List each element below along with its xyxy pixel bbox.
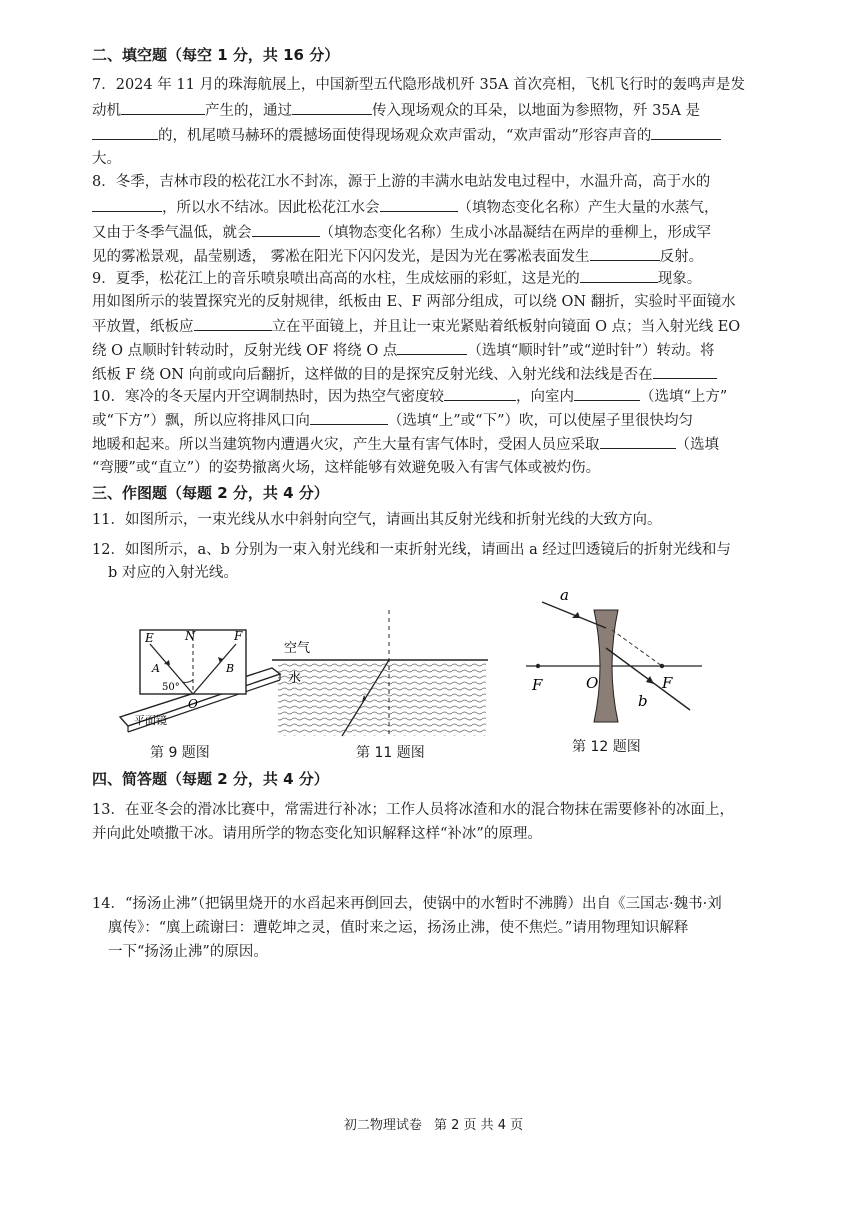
q7-line3	[92, 125, 782, 146]
exam-name: 初二物理试卷	[343, 1118, 422, 1133]
q10-line4: “弯腰”或“直立”）的姿势撤离火场，这样能够有效避免吸入有害气体或被灼伤。	[92, 460, 601, 476]
q11-text: 11．如图所示，一束光线从水中斜射向空气，请画出其反射光线和折射光线的大致方向。	[92, 512, 662, 528]
answer-blank[interactable]	[92, 125, 158, 140]
q10-text: （选填“上方”	[639, 389, 728, 405]
q7-line4: 大。	[92, 151, 121, 167]
figure-12-concave-lens	[522, 588, 732, 732]
q14-line2: 廙传》：“廙上疏谢曰：遭乾坤之灵，值时来之运，扬汤止沸，使不焦烂。”请用物理知识解释	[108, 920, 689, 936]
figure-11-air-water	[272, 608, 490, 740]
q9-text: 平放置，纸板应	[92, 319, 194, 335]
page-number: 第 2 页 共 4 页	[433, 1118, 524, 1133]
answer-blank[interactable]	[380, 197, 458, 212]
label-N: N	[185, 629, 196, 643]
q9-text: 纸板 F 绕 ON 向前或向后翻折，这样做的目的是探究反射光线、入射光线和法线是否在	[92, 367, 653, 383]
q10-text: （选填“上”或“下”）吹，可以使屋子里很快均匀	[387, 413, 693, 429]
q8-line1: 8．冬季，吉林市段的松花江水不封冻，源于上游的丰满水电站发电过程中，水温升高，高于水的	[92, 174, 711, 190]
answer-blank[interactable]	[574, 386, 640, 401]
q8-text: 又由于冬季气温低，就会	[92, 225, 252, 241]
q7-line2	[92, 100, 782, 121]
answer-blank[interactable]	[651, 125, 721, 140]
answer-blank[interactable]	[397, 340, 467, 355]
water-label: 水	[288, 671, 302, 686]
q9-line3	[92, 316, 782, 337]
answer-blank[interactable]	[194, 316, 272, 331]
q12-line2: b 对应的入射光线。	[108, 565, 238, 581]
q7-text: 动机	[92, 103, 121, 119]
q10-text: 10．寒冷的冬天屋内开空调制热时，因为热空气密度较	[92, 389, 444, 405]
mirror-label: 平面镜	[134, 714, 167, 727]
page-footer	[0, 1114, 867, 1133]
figure-9-caption: 第 9 题图	[150, 745, 210, 761]
label-O: O	[586, 674, 599, 692]
q9-text: 立在平面镜上，并且让一束光紧贴着纸板射向镜面 O 点；当入射光线 EO	[271, 319, 741, 335]
figure-12-caption: 第 12 题图	[572, 739, 641, 755]
figure-9-reflection-apparatus	[112, 622, 282, 740]
q8-line2	[92, 197, 782, 218]
q8-text: 见的雾凇景观，晶莹剔透， 雾凇在阳光下闪闪发光，是因为光在雾凇表面发生	[92, 249, 590, 265]
q8-text: 反射。	[659, 249, 704, 265]
answer-blank[interactable]	[444, 386, 516, 401]
q10-text: （选填	[675, 437, 719, 453]
answer-blank[interactable]	[310, 410, 388, 425]
q10-text: 地暖和起来。所以当建筑物内遭遇火灾，产生大量有害气体时，受困人员应采取	[92, 437, 600, 453]
q7-line1: 7．2024 年 11 月的珠海航展上，中国新型五代隐形战机歼 35A 首次亮相，飞机飞行时的轰鸣声是发	[92, 77, 746, 93]
q8-line4	[92, 246, 782, 267]
q8-text: （填物态变化名称）生成小冰晶凝结在两岸的垂柳上，形成罕	[319, 225, 711, 241]
figure-11-caption: 第 11 题图	[356, 745, 425, 761]
section-fill-blank-heading: 二、填空题（每空 1 分，共 16 分）	[92, 46, 340, 64]
q10-text: 或“下方”）飘，所以应将排风口向	[92, 413, 310, 429]
q9-text: 绕 O 点顺时针转动时，反射光线 OF 将绕 O 点	[92, 343, 398, 359]
q9-line4	[92, 340, 782, 361]
answer-blank[interactable]	[92, 197, 162, 212]
label-a: a	[560, 588, 569, 604]
section-short-answer-heading: 四、简答题（每题 2 分，共 4 分）	[92, 770, 329, 788]
q7-text: 产生的，通过	[205, 103, 292, 119]
q9-text: 9．夏季，松花江上的音乐喷泉喷出高高的水柱，生成炫丽的彩虹，这是光的	[92, 271, 580, 287]
q9-text: 现象。	[657, 271, 702, 287]
label-A: A	[152, 662, 160, 675]
q7-text: 传入现场观众的耳朵，以地面为参照物，歼 35A 是	[372, 103, 701, 119]
answer-blank[interactable]	[252, 222, 320, 237]
section-drawing-heading: 三、作图题（每题 2 分，共 4 分）	[92, 484, 329, 502]
label-F: F	[234, 629, 243, 643]
answer-blank[interactable]	[600, 434, 676, 449]
q7-text: 的，机尾喷马赫环的震撼场面使得现场观众欢声雷动，“欢声雷动”形容声音的	[158, 128, 652, 144]
q9-line1	[92, 268, 782, 289]
angle-label: 50°	[162, 682, 180, 693]
q14-line1: 14．“扬汤止沸”（把锅里烧开的水舀起来再倒回去，使锅中的水暂时不沸腾）出自《三国志·魏书·刘	[92, 896, 722, 912]
q8-text: ，所以水不结冰。因此松花江水会	[162, 200, 380, 216]
answer-blank[interactable]	[292, 100, 372, 115]
q13-line2: 并向此处喷撒干冰。请用所学的物态变化知识解释这样“补冰”的原理。	[92, 826, 542, 842]
q8-text: （填物态变化名称）产生大量的水蒸气，	[457, 200, 719, 216]
air-label: 空气	[284, 641, 311, 656]
q10-line1	[92, 386, 782, 407]
q9-line5	[92, 364, 782, 385]
label-O: O	[188, 697, 198, 711]
q14-line3: 一下“扬汤止沸”的原因。	[108, 944, 268, 960]
q12-line1: 12．如图所示，a、b 分别为一束入射光线和一束折射光线，请画出 a 经过凹透镜后的折射光线和与	[92, 542, 731, 558]
q10-text: ，向室内	[515, 389, 574, 405]
q9-line2: 用如图所示的装置探究光的反射规律，纸板由 E、F 两部分组成，可以绕 ON 翻折，实验时平面镜水	[92, 294, 736, 310]
answer-blank[interactable]	[653, 364, 717, 379]
label-F-right: F	[662, 674, 673, 692]
answer-blank[interactable]	[580, 268, 658, 283]
q8-line3	[92, 222, 782, 243]
label-B: B	[226, 662, 235, 675]
q10-line3	[92, 434, 782, 455]
label-E: E	[145, 631, 154, 645]
answer-blank[interactable]	[121, 100, 205, 115]
dashed-construction-line	[612, 630, 662, 666]
label-b: b	[638, 692, 648, 710]
q13-line1: 13．在亚冬会的滑冰比赛中，常需进行补冰；工作人员将冰渣和水的混合物抹在需要修补的冰面上，	[92, 802, 734, 818]
q10-line2	[92, 410, 782, 431]
label-F-left: F	[532, 676, 543, 694]
q9-text: （选填“顺时针”或“逆时针”）转动。将	[467, 343, 715, 359]
answer-blank[interactable]	[590, 246, 660, 261]
